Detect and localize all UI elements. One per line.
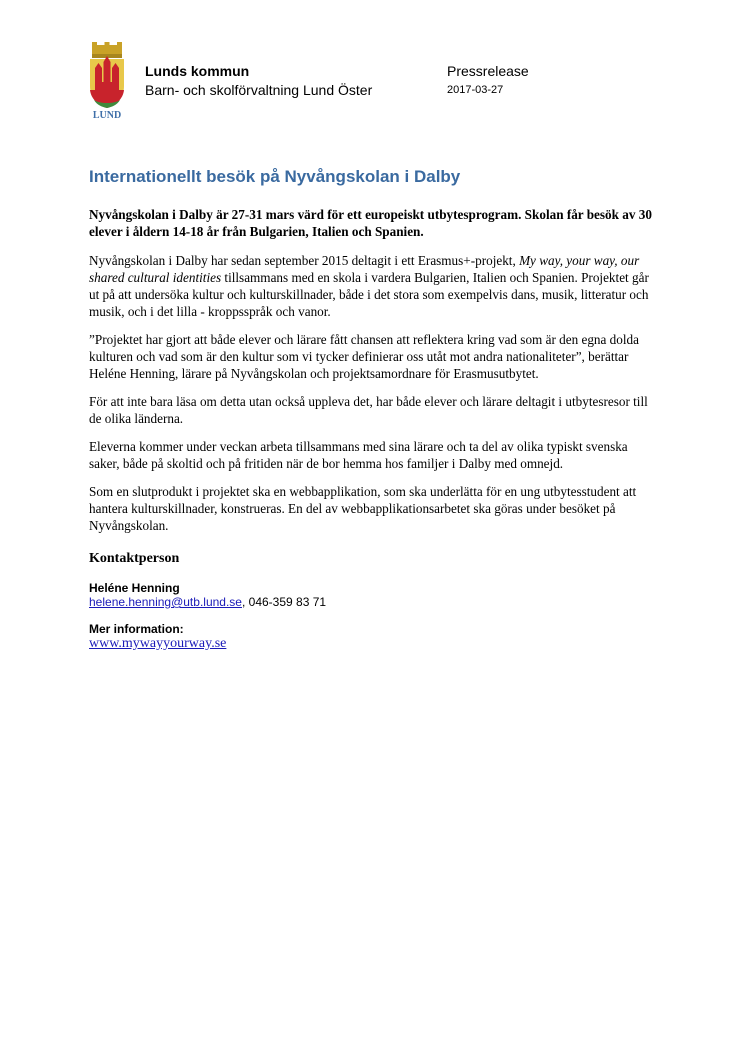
lund-coat-of-arms-logo xyxy=(86,42,128,122)
more-info-label: Mer information: xyxy=(89,622,184,636)
project-name: My way, your way, our shared cultural identities xyxy=(89,253,640,285)
contact-email-link[interactable]: helene.henning@utb.lund.se xyxy=(89,595,242,609)
paragraph-3: För att inte bara läsa om detta utan också uppleva det, har både elever och lärare deltagit i utbytesresor till de olika länderna. xyxy=(89,394,648,426)
press-release-title: Internationellt besök på Nyvångskolan i Dalby xyxy=(89,167,461,186)
logo-text: LUND xyxy=(92,110,122,121)
contact-name: Heléne Henning xyxy=(89,581,180,595)
paragraph-4: Eleverna kommer under veckan arbeta tillsammans med sina lärare och ta del av olika typiskt svenska saker, både på skoltid och på fritiden när de bor hemma hos familjer i Dalby med omnejd. xyxy=(89,439,628,471)
paragraph-5: Som en slutprodukt i projektet ska en webbapplikation, som ska underlätta för en ung utbytesstudent att hantera kulturskillnader, konstrueras. En del av webbapplikationsarbetet ska göras under besöket på Nyvångskolan. xyxy=(89,484,637,533)
contact-phone: , 046-359 83 71 xyxy=(241,595,327,609)
paragraph-1-end: tillsammans med en skola i vardera Bulgarien, Italien och Spanien. Projektet går ut på att undersöka kultur och kulturskillnader, både i det stora som exempelvis dans, musik, litteratur och musik, och i det lilla - kroppsspråk och vanor. xyxy=(89,270,649,319)
contact-line xyxy=(89,595,661,609)
paragraph-2: ”Projektet har gjort att både elever och lärare fått chansen att reflektera kring vad som är den egna dolda kulturen och vad som är den kultur som vi tycker definierar oss utåt mot andra nationaliteter”, berättar Heléne Henning, lärare på Nyvångskolan och projektsamordnare för Erasmusutbytet. xyxy=(89,332,639,381)
organization-name: Lunds kommun xyxy=(145,63,250,79)
paragraph-1 xyxy=(89,252,661,320)
contact-heading: Kontaktperson xyxy=(89,551,180,566)
document-date: 2017-03-27 xyxy=(447,84,504,96)
paragraph-1-start: Nyvångskolan i Dalby har sedan september 2015 deltagit i ett Erasmus+-projekt, xyxy=(89,253,520,268)
press-release-body xyxy=(89,206,661,652)
website-link[interactable]: www.mywayyourway.se xyxy=(89,636,227,651)
lead-paragraph: Nyvångskolan i Dalby är 27-31 mars värd för ett europeiskt utbytesprogram. Skolan får besök av 30 elever i åldern 14-18 år från Bulgarien, Italien och Spanien. xyxy=(89,207,652,239)
document-type: Pressrelease xyxy=(447,63,529,79)
organization-department: Barn- och skolförvaltning Lund Öster xyxy=(145,82,373,98)
